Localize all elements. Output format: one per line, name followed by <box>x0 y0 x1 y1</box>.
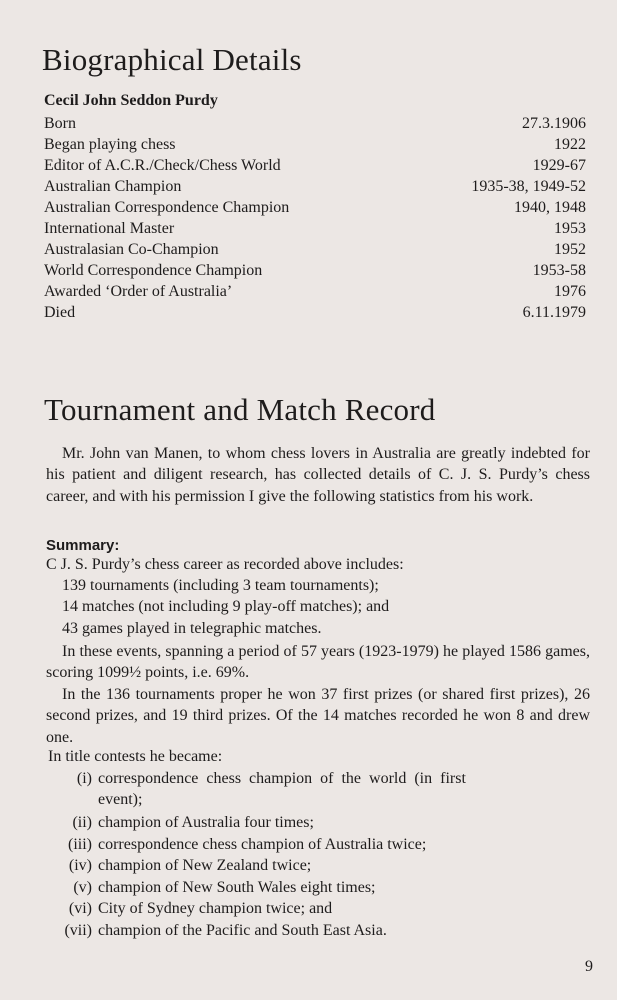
bio-row <box>44 283 586 305</box>
bio-value: 1935-38, 1949-52 <box>471 178 586 195</box>
title-text: correspondence chess champion of Australia twice; <box>98 836 427 853</box>
prizes-paragraph: In the 136 tournaments proper he won 37 first prizes (or shared first prizes), 26 second prizes, and 19 third prizes. Of the 14 matches recorded he won 8 and drew one. <box>46 686 590 746</box>
bio-label: Began playing chess <box>44 136 176 153</box>
bio-row <box>44 241 586 263</box>
title-number: (iv) <box>68 857 92 874</box>
bio-label: Editor of A.C.R./Check/Chess World <box>44 157 281 174</box>
title-text: City of Sydney champion twice; and <box>98 900 333 917</box>
biographical-details-heading: Biographical Details <box>42 42 302 77</box>
title-number: (vii) <box>64 922 92 939</box>
title-text: correspondence chess champion of the world (in first <box>98 770 466 787</box>
bio-row <box>44 115 586 137</box>
bio-label: Australasian Co-Champion <box>44 241 219 258</box>
subject-name: Cecil John Seddon Purdy <box>44 92 218 109</box>
bio-row <box>44 178 586 200</box>
title-text: champion of the Pacific and South East Asia. <box>98 922 387 939</box>
title-number: (v) <box>73 879 92 896</box>
bio-value: 1976 <box>554 283 586 300</box>
bio-row <box>44 304 586 326</box>
bio-label: International Master <box>44 220 175 237</box>
bio-label: World Correspondence Champion <box>44 262 263 279</box>
bio-label: Born <box>44 115 76 132</box>
title-number: (ii) <box>72 814 92 831</box>
bio-value: 1952 <box>554 241 586 258</box>
summary-label: Summary: <box>46 537 120 554</box>
stat-line: 43 games played in telegraphic matches. <box>62 620 322 637</box>
title-number: (vi) <box>68 900 92 917</box>
bio-value: 1940, 1948 <box>514 199 586 216</box>
title-number: (i) <box>76 770 92 787</box>
stat-line: 14 matches (not including 9 play-off matches); and <box>62 598 390 615</box>
stat-line: 139 tournaments (including 3 team tournaments); <box>62 577 379 594</box>
bio-label: Awarded ‘Order of Australia’ <box>44 283 233 300</box>
title-text: champion of Australia four times; <box>98 814 314 831</box>
bio-row <box>44 220 586 242</box>
tournament-record-heading: Tournament and Match Record <box>44 392 436 427</box>
bio-row <box>44 157 586 179</box>
title-text: champion of New Zealand twice; <box>98 857 312 874</box>
intro-paragraph: Mr. John van Manen, to whom chess lovers in Australia are greatly indebted for his patient and diligent research, has collected details of C. J. S. Purdy’s chess career, and with his permission I give the following statistics from his work. <box>46 445 590 505</box>
page-number: 9 <box>585 958 593 975</box>
summary-lead: C J. S. Purdy’s chess career as recorded above includes: <box>46 556 404 573</box>
bio-value: 6.11.1979 <box>522 304 586 321</box>
bio-value: 1929-67 <box>532 157 586 174</box>
bio-label: Australian Champion <box>44 178 182 195</box>
bio-value: 1953-58 <box>532 262 586 279</box>
bio-row <box>44 199 586 221</box>
bio-label: Australian Correspondence Champion <box>44 199 290 216</box>
bio-label: Died <box>44 304 76 321</box>
bio-row <box>44 262 586 284</box>
title-text-continued: event); <box>98 791 143 808</box>
bio-value: 1922 <box>554 136 586 153</box>
title-number: (iii) <box>68 836 92 853</box>
bio-value: 27.3.1906 <box>522 115 586 132</box>
events-paragraph: In these events, spanning a period of 57 years (1923-1979) he played 1586 games, scoring 1099½ points, i.e. 69%. <box>46 643 590 682</box>
titles-lead: In title contests he became: <box>48 748 223 765</box>
title-text: champion of New South Wales eight times; <box>98 879 376 896</box>
bio-value: 1953 <box>554 220 586 237</box>
bio-row <box>44 136 586 158</box>
